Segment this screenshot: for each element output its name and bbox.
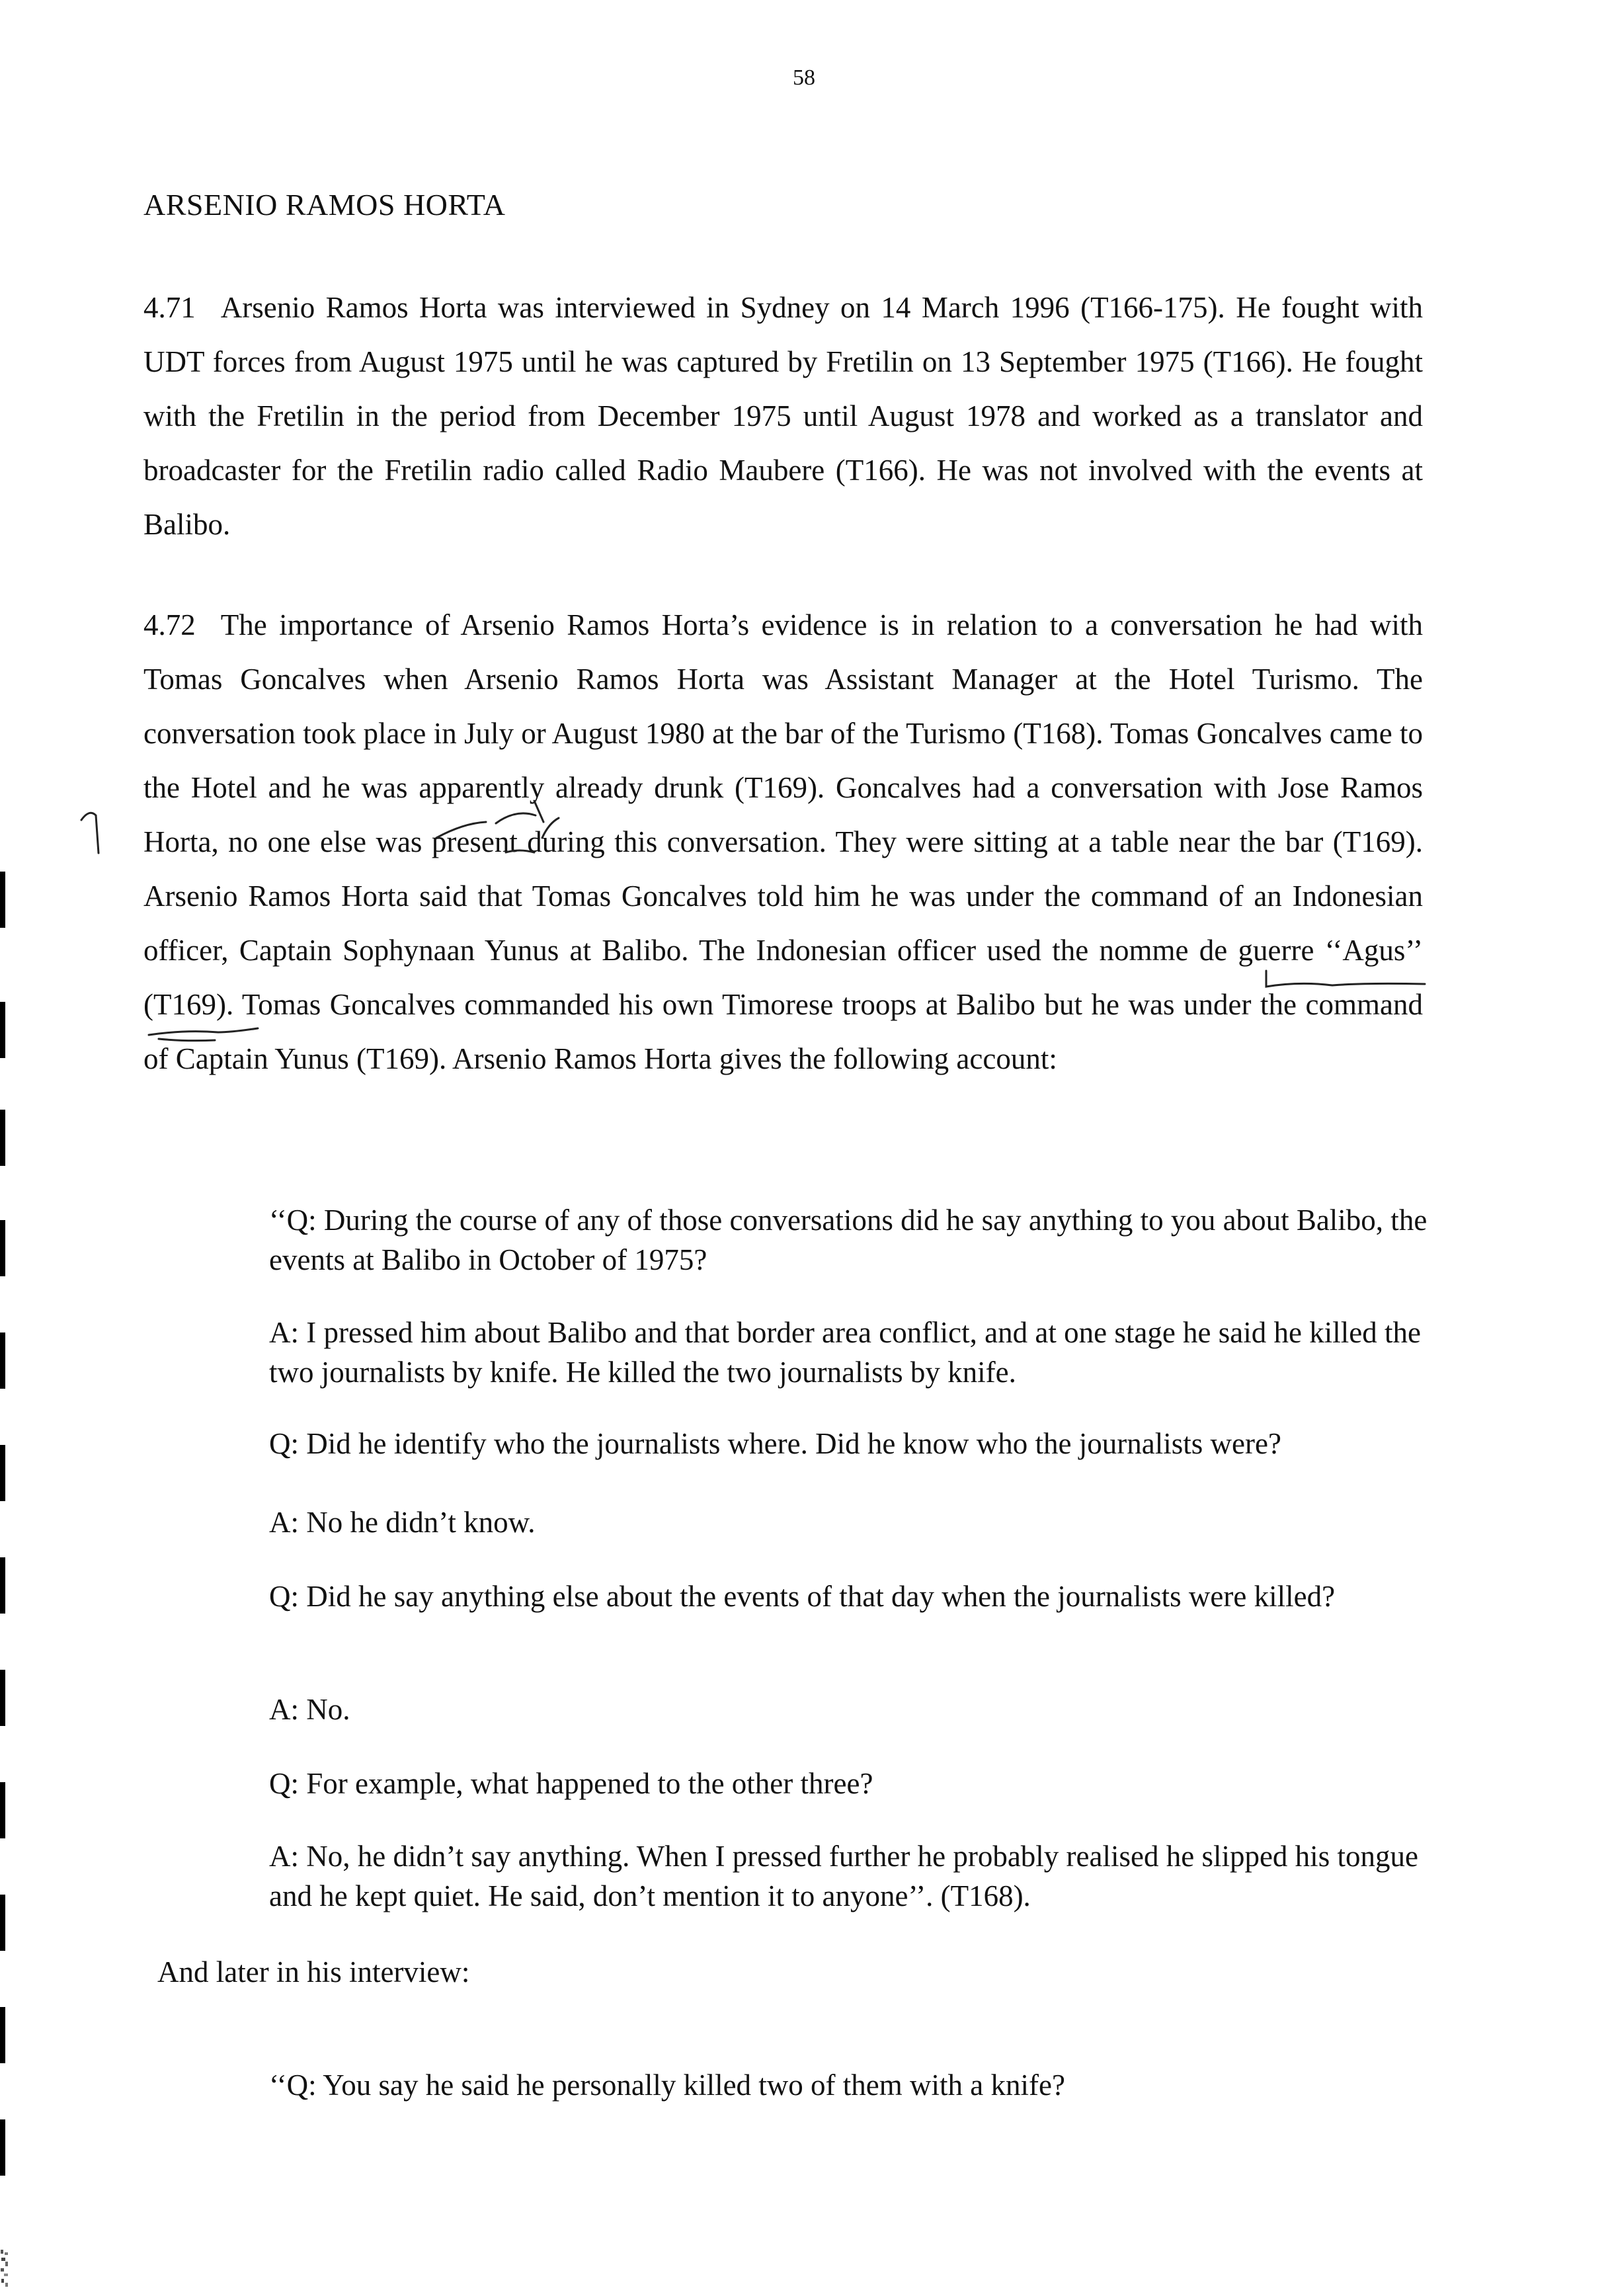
quote-q3: Q: Did he say anything else about the events of that day when the journalists were killed? [269,1580,1336,1613]
margin-bar [0,1895,5,1951]
quote-a3: A: No. [269,1693,350,1726]
quote-q1: ‘‘Q: During the course of any of those conversations did he say anything to you about Balibo, the events at Balibo in October of 1975? [269,1204,1427,1276]
margin-bar [0,872,5,928]
paragraph-4-72 [143,598,1423,1086]
paragraph-number: 4.72 [143,608,196,641]
margin-bar [0,1220,5,1276]
margin-bar [0,1445,5,1501]
margin-bar [0,1110,5,1166]
later-interview-intro: And later in his interview: [157,1955,470,1988]
paragraph-text: Arsenio Ramos Horta was interviewed in Sydney on 14 March 1996 (T166-175). He fought with UDT forces from August 1975 until he was captured by Fretilin on 13 September 1975 (T166). He fought with the Fretilin in the period from December 1975 until August 1978 and worked as a translator and broadcaster for the Fretilin radio called Radio Maubere (T166). He was not involved with the events at Balibo. [143,291,1423,541]
margin-bar [0,1557,5,1614]
margin-bar [0,2007,5,2063]
quote-a2: A: No he didn’t know. [269,1506,536,1539]
quote-a4: A: No, he didn’t say anything. When I pressed further he probably realised he slipped his tongue and he kept quiet. He said, don’t mention it to anyone’’. (T168). [269,1840,1418,1912]
final-quote: ‘‘Q: You say he said he personally killed two of them with a knife? [269,2069,1065,2102]
paragraph-text: The importance of Arsenio Ramos Horta’s evidence is in relation to a conversation he had with Tomas Goncalves when Arsenio Ramos Horta was Assistant Manager at the Hotel Turismo. The conversation took place in July or August 1980 at the bar of the Turismo (T168). Tomas Goncalves came to the Hotel and he was apparently already drunk (T169). Goncalves had a conversation with Jose Ramos Horta, no one else was present during this conversation. They were sitting at a table near the bar (T169). Arsenio Ramos Horta said that Tomas Goncalves told him he was under the command of an Indonesian officer, Captain Sophynaan Yunus at Balibo. The Indonesian officer used the nomme de guerre ‘‘Agus’’ (T169). Tomas Goncalves commanded his own Timorese troops at Balibo but he was under the command of Captain Yunus (T169). Arsenio Ramos Horta gives the following account: [143,608,1423,1075]
margin-bar [0,1332,5,1389]
scan-artifact [0,2248,9,2289]
quote-q4: Q: For example, what happened to the other three? [269,1767,873,1800]
section-heading: ARSENIO RAMOS HORTA [143,188,506,222]
handwritten-margin-mark [76,803,116,863]
page-number: 58 [793,65,815,90]
margin-bar [0,1002,5,1058]
margin-bar [0,1670,5,1726]
quote-a1: A: I pressed him about Balibo and that border area conflict, and at one stage he said he killed the two journalists by knife. He killed the two journalists by knife. [269,1316,1421,1389]
margin-bar [0,2119,5,2176]
paragraph-number: 4.71 [143,291,196,324]
margin-bar [0,1782,5,1838]
quote-q2: Q: Did he identify who the journalists where. Did he know who the journalists were? [269,1427,1281,1460]
paragraph-4-71 [143,280,1423,552]
